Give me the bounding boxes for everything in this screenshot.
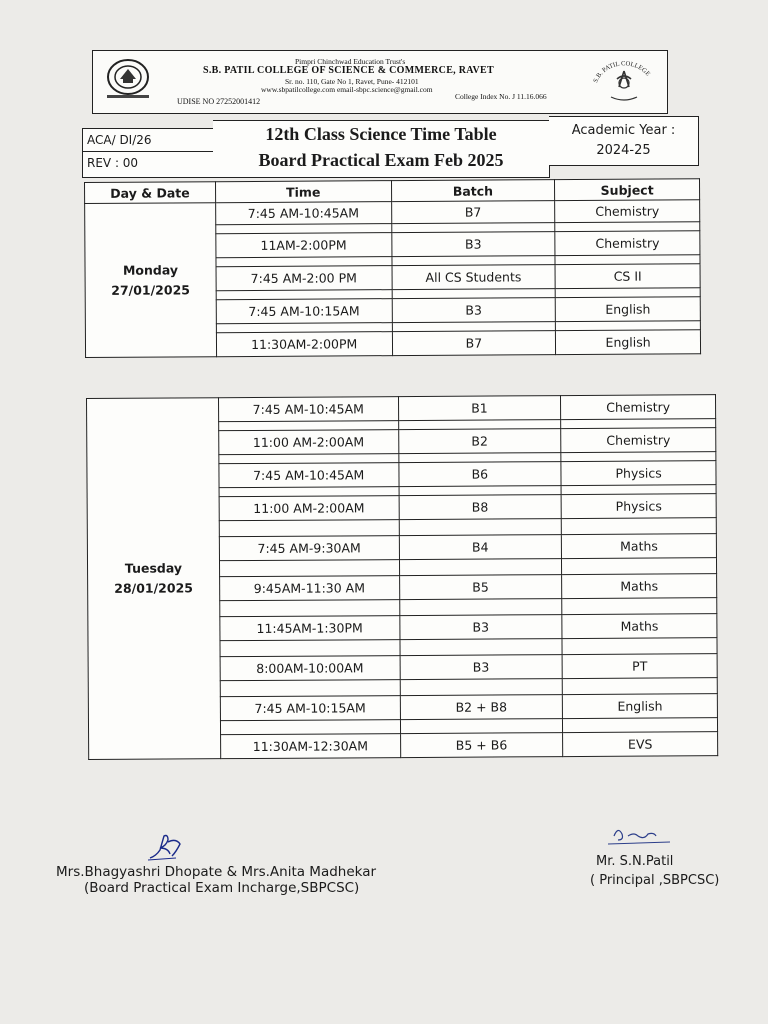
monday-schedule-table <box>84 178 701 358</box>
tuesday-schedule-table <box>86 394 718 760</box>
col-time: Time <box>215 181 391 203</box>
batch-cell: B1 <box>398 396 561 421</box>
time-cell: 7:45 AM-10:15AM <box>220 696 400 721</box>
subject-cell: CS II <box>555 264 700 289</box>
subject-cell: Maths <box>562 534 717 559</box>
day-date: 27/01/2025 <box>111 281 190 298</box>
academic-year-box <box>549 116 699 166</box>
academic-year-value: 2024-25 <box>596 143 651 158</box>
subject-cell: English <box>563 694 718 719</box>
subject-cell: Maths <box>562 614 717 639</box>
col-subject: Subject <box>555 179 700 201</box>
incharge-signature-block <box>56 838 396 896</box>
subject-cell: English <box>555 297 700 322</box>
subject-cell: Chemistry <box>561 428 716 453</box>
incharge-names: Mrs.Bhagyashri Dhopate & Mrs.Anita Madhekar <box>56 864 377 880</box>
principal-signature-block <box>590 822 730 888</box>
doc-title-box <box>213 120 550 178</box>
day-date-cell <box>87 398 221 760</box>
subject-cell: Physics <box>561 461 716 486</box>
batch-cell: B4 <box>399 535 562 560</box>
time-cell: 11:30AM-2:00PM <box>216 332 392 357</box>
day-name: Tuesday <box>124 560 183 576</box>
batch-cell: B5 + B6 <box>400 733 563 758</box>
col-batch: Batch <box>391 180 555 202</box>
academic-year-label: Academic Year : <box>571 123 676 138</box>
letterhead <box>92 50 668 114</box>
subject-cell: English <box>556 330 701 355</box>
college-emblem-icon <box>101 57 155 101</box>
time-cell: 11:45AM-1:30PM <box>220 616 400 641</box>
svg-text:S.B. PATIL COLLEGE: S.B. PATIL COLLEGE <box>592 60 652 84</box>
document-header <box>82 116 699 176</box>
batch-cell: B3 <box>392 298 556 323</box>
principal-role: ( Principal ,SBPCSC) <box>590 873 720 888</box>
subject-cell: Physics <box>561 494 716 519</box>
batch-cell: B3 <box>400 655 563 680</box>
col-day-date: Day & Date <box>85 182 216 204</box>
trust-name: Pimpri Chinchwad Education Trust's <box>295 57 406 66</box>
time-cell: 7:45 AM-9:30AM <box>219 536 399 561</box>
day-date: 28/01/2025 <box>114 580 193 596</box>
time-cell: 11AM-2:00PM <box>216 233 392 258</box>
udise-number: UDISE NO 27252001412 <box>177 97 261 106</box>
doc-title-line2: Board Practical Exam Feb 2025 <box>258 150 504 170</box>
batch-cell: B8 <box>399 495 562 520</box>
time-cell: 8:00AM-10:00AM <box>220 656 400 681</box>
doc-revision: REV : 00 <box>83 151 214 174</box>
subject-cell: Chemistry <box>555 200 700 223</box>
batch-cell: B3 <box>391 232 555 257</box>
time-cell: 7:45 AM-10:45AM <box>219 463 399 488</box>
subject-cell: PT <box>562 654 717 679</box>
time-cell: 7:45 AM-10:45AM <box>215 202 391 225</box>
college-web-email: www.sbpatilcollege.com email-sbpc.science@gmail.com <box>261 85 433 94</box>
time-cell: 7:45 AM-2:00 PM <box>216 266 392 291</box>
time-cell: 7:45 AM-10:45AM <box>218 397 398 422</box>
batch-cell: B5 <box>399 575 562 600</box>
batch-cell: B7 <box>392 331 556 356</box>
college-name: S.B. PATIL COLLEGE OF SCIENCE & COMMERCE, RAVET <box>203 65 494 76</box>
batch-cell: B3 <box>399 615 562 640</box>
batch-cell: All CS Students <box>392 265 556 290</box>
day-name: Monday <box>122 261 179 278</box>
time-cell: 11:00 AM-2:00AM <box>219 496 399 521</box>
doc-title-line1: 12th Class Science Time Table <box>265 124 497 144</box>
college-seal-icon <box>589 53 659 107</box>
subject-cell: Maths <box>562 574 717 599</box>
college-address: Sr. no. 110, Gate No 1, Ravet, Pune- 412101 <box>285 77 419 86</box>
subject-cell: Chemistry <box>555 231 700 256</box>
batch-cell: B2 + B8 <box>400 695 563 720</box>
time-cell: 9:45AM-11:30 AM <box>219 576 399 601</box>
college-index: College Index No. J 11.16.066 <box>455 92 547 101</box>
incharge-signature-icon <box>146 832 186 862</box>
time-cell: 11:00 AM-2:00AM <box>219 430 399 455</box>
principal-name: Mr. S.N.Patil <box>596 854 674 869</box>
time-cell: 7:45 AM-10:15AM <box>216 299 392 324</box>
day-date-cell <box>85 203 217 358</box>
doc-code-box <box>82 128 215 178</box>
batch-cell: B7 <box>391 201 555 224</box>
batch-cell: B2 <box>398 429 561 454</box>
time-cell: 11:30AM-12:30AM <box>220 734 400 759</box>
subject-cell: EVS <box>563 732 718 757</box>
doc-code: ACA/ DI/26 <box>87 133 152 147</box>
principal-signature-icon <box>604 822 674 848</box>
incharge-role: (Board Practical Exam Incharge,SBPCSC) <box>84 880 360 896</box>
batch-cell: B6 <box>398 462 561 487</box>
subject-cell: Chemistry <box>561 395 716 420</box>
